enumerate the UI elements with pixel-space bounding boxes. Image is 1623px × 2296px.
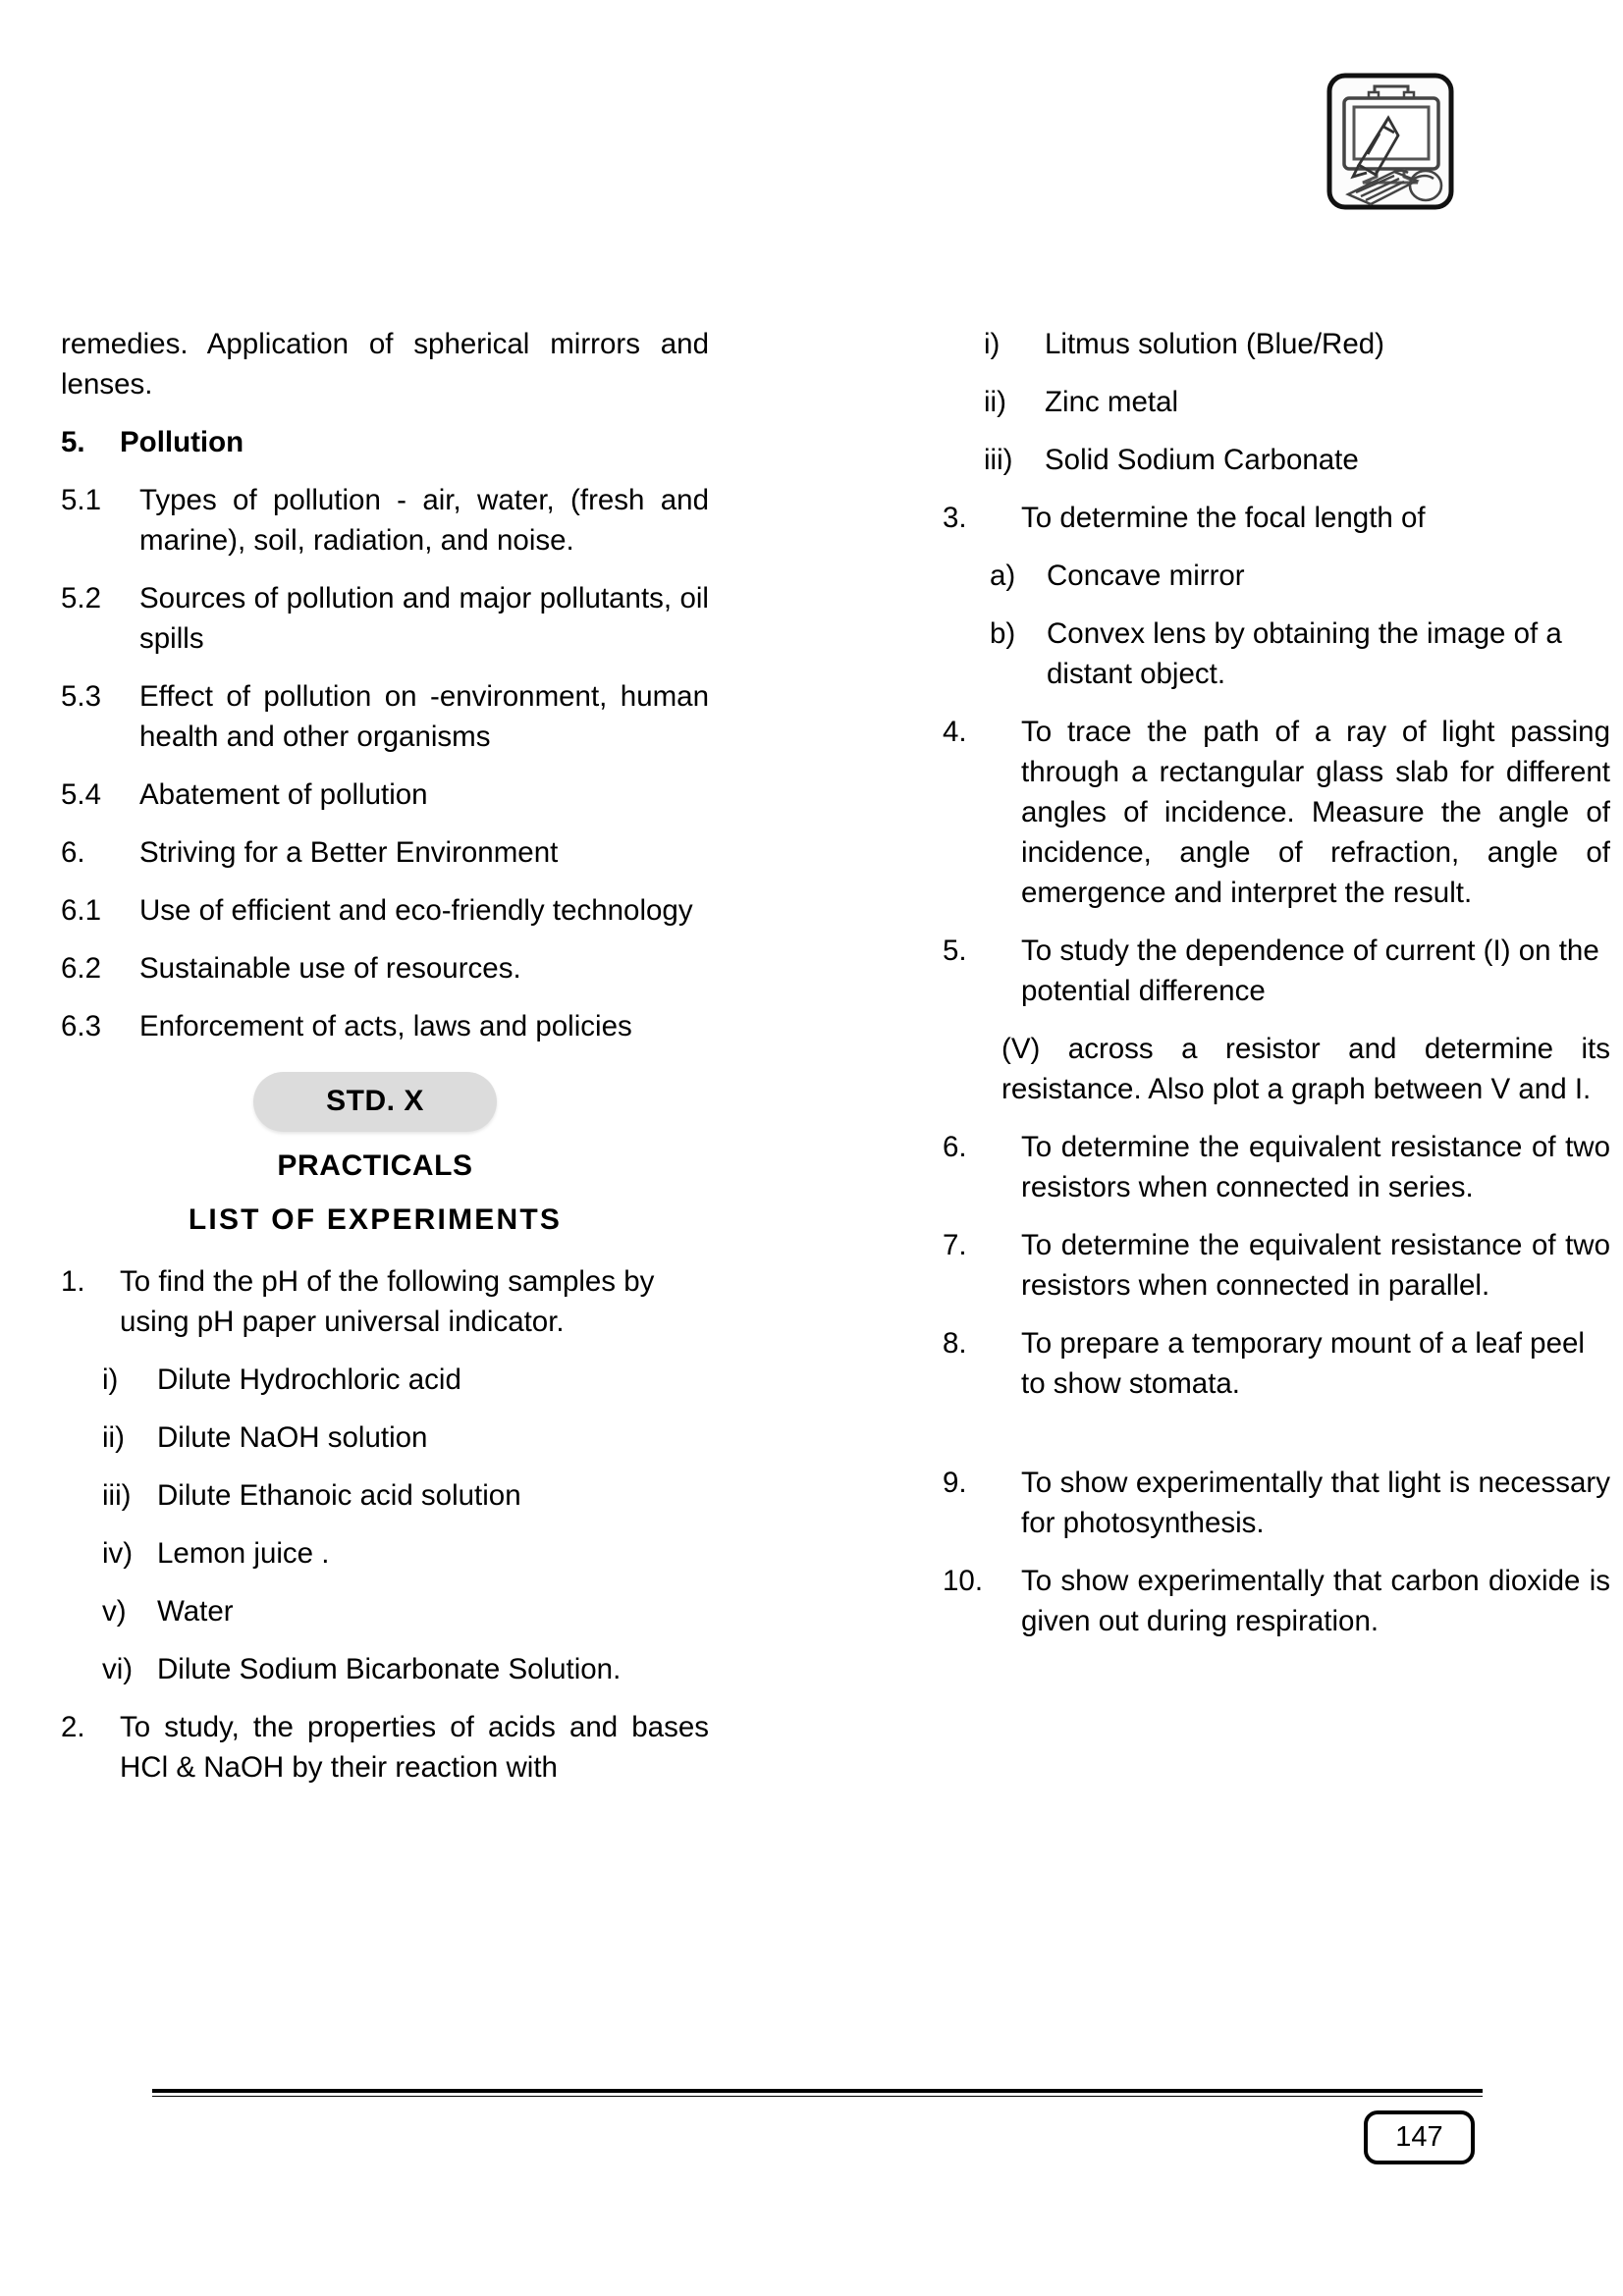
experiment-number: 7.	[943, 1229, 967, 1261]
experiment-3-sub-list	[943, 556, 1610, 694]
item-text: Enforcement of acts, laws and policies	[139, 1010, 632, 1042]
computer-pencil-keyboard-mouse-icon	[1324, 71, 1459, 213]
intro-paragraph: remedies. Application of spherical mirrors and lenses.	[61, 328, 709, 400]
sub-item-text: Dilute Hydrochloric acid	[157, 1363, 461, 1396]
experiment-text: To study the dependence of current (I) on the potential difference	[1021, 934, 1599, 1007]
experiment-text: To study, the properties of acids and bases HCl & NaOH by their reaction with	[120, 1711, 709, 1784]
sub-item-marker: i)	[102, 1363, 119, 1396]
sub-item-marker: b)	[990, 617, 1016, 650]
sub-item	[984, 382, 1610, 422]
experiment-item	[943, 1323, 1610, 1404]
sub-item-text: Zinc metal	[1045, 386, 1179, 418]
experiment-2-sub-list	[943, 324, 1610, 480]
std-badge-container	[61, 1072, 689, 1132]
footer-divider-thin	[152, 2096, 1483, 2097]
sub-item-text: Water	[157, 1595, 234, 1628]
item-number: 6.	[61, 836, 85, 869]
item-text: Sources of pollution and major pollutants, oil spills	[139, 582, 709, 655]
syllabus-item	[61, 676, 709, 757]
item-number: 6.3	[61, 1010, 102, 1042]
sub-item	[102, 1533, 709, 1574]
experiment-text: To determine the equivalent resistance of two resistors when connected in series.	[1021, 1131, 1610, 1203]
experiment-5-continuation: (V) across a resistor and determine its resistance. Also plot a graph between V and I.	[1001, 1033, 1610, 1105]
experiment-number: 9.	[943, 1467, 967, 1499]
sub-item-marker: iii)	[102, 1479, 132, 1512]
sub-item-marker: ii)	[984, 386, 1006, 418]
item-number: 6.2	[61, 952, 102, 985]
sub-item-text: Lemon juice .	[157, 1537, 330, 1570]
experiment-number: 10.	[943, 1565, 984, 1597]
item-text: Sustainable use of resources.	[139, 952, 521, 985]
right-column	[943, 324, 1610, 1659]
experiment-text: To determine the focal length of	[1021, 502, 1426, 534]
item-number: 5.1	[61, 484, 102, 516]
syllabus-item	[61, 948, 709, 988]
experiment-number: 1.	[61, 1265, 85, 1298]
section-number: 5.	[61, 426, 85, 458]
experiment-number: 2.	[61, 1711, 85, 1743]
experiment-number: 4.	[943, 716, 967, 748]
experiment-text: To determine the equivalent resistance of two resistors when connected in parallel.	[1021, 1229, 1610, 1302]
experiment-1-sub-list	[61, 1360, 709, 1689]
experiment-item	[943, 931, 1610, 1011]
sub-item	[102, 1360, 709, 1400]
std-badge: STD. X	[253, 1072, 497, 1132]
sub-item-text: Concave mirror	[1047, 560, 1245, 592]
sub-item	[102, 1475, 709, 1516]
experiment-text: To show experimentally that carbon dioxide is given out during respiration.	[1021, 1565, 1610, 1637]
item-text: Abatement of pollution	[139, 778, 428, 811]
item-text: Types of pollution - air, water, (fresh and marine), soil, radiation, and noise.	[139, 484, 709, 557]
experiment-item	[943, 1463, 1610, 1543]
experiment-number: 5.	[943, 934, 967, 967]
sub-item-text: Litmus solution (Blue/Red)	[1045, 328, 1384, 360]
syllabus-item	[61, 480, 709, 561]
sub-item-text: Dilute Sodium Bicarbonate Solution.	[157, 1653, 622, 1685]
item-text: Striving for a Better Environment	[139, 836, 559, 869]
item-number: 5.4	[61, 778, 102, 811]
left-column	[61, 324, 709, 1805]
experiment-item	[61, 1261, 709, 1342]
experiment-number: 8.	[943, 1327, 967, 1360]
item-number: 5.2	[61, 582, 102, 614]
sub-item-text: Solid Sodium Carbonate	[1045, 444, 1359, 476]
sub-item-marker: vi)	[102, 1653, 134, 1685]
experiment-item	[943, 1561, 1610, 1641]
sub-item	[102, 1649, 709, 1689]
sub-item-marker: ii)	[102, 1421, 125, 1454]
experiment-item	[943, 1127, 1610, 1207]
section-title: Pollution	[120, 426, 244, 458]
item-text: Effect of pollution on -environment, human health and other organisms	[139, 680, 709, 753]
experiment-text: To trace the path of a ray of light passing through a rectangular glass slab for different angles of incidence. Measure the angle of incidence, angle of refraction, angle of emergence and interpret the result.	[1021, 716, 1610, 909]
item-number: 5.3	[61, 680, 102, 713]
syllabus-item	[61, 1006, 709, 1046]
sub-item	[990, 614, 1610, 694]
syllabus-item	[61, 832, 709, 873]
sub-item-marker: iv)	[102, 1537, 134, 1570]
experiment-item	[943, 498, 1610, 538]
syllabus-item	[61, 578, 709, 659]
sub-item-marker: iii)	[984, 444, 1013, 476]
sub-item	[102, 1591, 709, 1631]
sub-item-text: Dilute NaOH solution	[157, 1421, 428, 1454]
sub-item	[984, 440, 1610, 480]
item-text: Use of efficient and eco-friendly technology	[139, 894, 693, 927]
syllabus-item	[61, 774, 709, 815]
experiment-item	[943, 1225, 1610, 1306]
sub-item-text: Dilute Ethanoic acid solution	[157, 1479, 521, 1512]
footer-divider	[152, 2089, 1483, 2093]
sub-item	[984, 324, 1610, 364]
experiment-text: To find the pH of the following samples by using pH paper universal indicator.	[120, 1265, 655, 1338]
sub-item-text: Convex lens by obtaining the image of a distant object.	[1047, 617, 1562, 690]
practicals-heading: PRACTICALS	[277, 1149, 473, 1182]
sub-item	[102, 1417, 709, 1458]
sub-item-marker: a)	[990, 560, 1016, 592]
page-number-badge: 147	[1364, 2110, 1475, 2164]
section-heading-pollution	[61, 422, 709, 462]
experiment-item	[61, 1707, 709, 1788]
experiment-number: 3.	[943, 502, 967, 534]
experiment-text: To prepare a temporary mount of a leaf peel to show stomata.	[1021, 1327, 1585, 1400]
sub-item-marker: v)	[102, 1595, 127, 1628]
experiment-text: To show experimentally that light is necessary for photosynthesis.	[1021, 1467, 1610, 1539]
syllabus-item	[61, 890, 709, 931]
experiment-number: 6.	[943, 1131, 967, 1163]
experiment-item	[943, 712, 1610, 913]
sub-item	[990, 556, 1610, 596]
list-of-experiments-heading: LIST OF EXPERIMENTS	[188, 1203, 563, 1236]
item-number: 6.1	[61, 894, 102, 927]
sub-item-marker: i)	[984, 328, 1001, 360]
